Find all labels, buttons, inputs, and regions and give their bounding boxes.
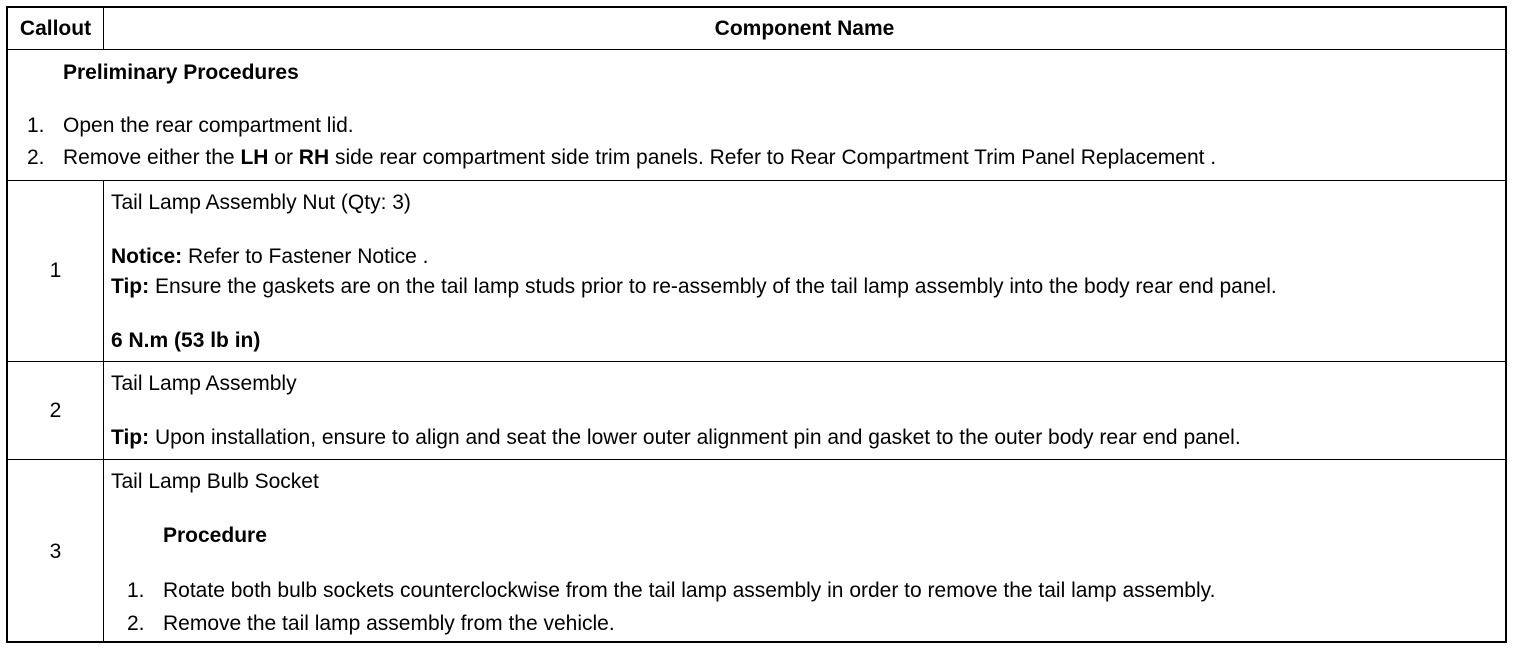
tip-text: Ensure the gaskets are on the tail lamp studs prior to re-assembly of the tail lamp assembly into the body rear end panel.	[149, 275, 1277, 298]
tip-label: Tip:	[111, 275, 150, 298]
callout-table	[8, 8, 1505, 643]
step-text: Rotate both bulb sockets counterclockwise from the tail lamp assembly in order to remove the tail lamp assembly.	[163, 579, 1216, 602]
table-row	[8, 460, 1505, 644]
notice-label: Notice:	[111, 245, 183, 268]
tip-line	[111, 273, 1505, 301]
preliminary-steps-list	[8, 113, 1505, 177]
preliminary-procedures-cell	[8, 50, 1505, 181]
component-name-column-header: Component Name	[104, 8, 1506, 50]
component-name-cell	[104, 460, 1506, 644]
procedure-steps-list	[111, 576, 1505, 642]
callout-table-sheet	[6, 6, 1507, 643]
component-name-cell	[104, 362, 1506, 460]
step-number: 1.	[127, 579, 145, 602]
table-row	[8, 362, 1505, 460]
procedure-title: Procedure	[163, 524, 267, 547]
callout-number: 2	[8, 362, 104, 460]
tip-text: Upon installation, ensure to align and seat the lower outer alignment pin and gasket to the outer body rear end panel.	[149, 426, 1241, 449]
preliminary-step	[8, 113, 1505, 145]
callout-number: 1	[8, 181, 104, 362]
component-name: Tail Lamp Assembly Nut (Qty: 3)	[111, 191, 411, 214]
component-name: Tail Lamp Bulb Socket	[111, 470, 319, 493]
step-text-pre: Remove either the	[63, 146, 241, 169]
step-text-post: side rear compartment side trim panels. Refer to Rear Compartment Trim Panel Replacement .	[329, 146, 1217, 169]
tip-label: Tip:	[111, 426, 150, 449]
torque-spec: 6 N.m (53 lb in)	[111, 329, 261, 352]
table-row	[8, 181, 1505, 362]
step-text-mid: or	[268, 146, 299, 169]
tip-line	[111, 424, 1505, 452]
preliminary-procedures-title: Preliminary Procedures	[63, 61, 299, 84]
notice-line	[111, 243, 1505, 271]
step-number: 2.	[127, 612, 145, 635]
callout-number: 3	[8, 460, 104, 644]
procedure-step	[111, 576, 1505, 609]
lh-label: LH	[240, 146, 269, 169]
procedure-step	[111, 609, 1505, 642]
step-text: Open the rear compartment lid.	[63, 114, 354, 137]
preliminary-procedures-row	[8, 50, 1505, 181]
preliminary-step	[8, 145, 1505, 177]
callout-column-header: Callout	[8, 8, 104, 50]
component-name-cell	[104, 181, 1506, 362]
step-number: 1.	[27, 114, 45, 137]
header-row	[8, 8, 1505, 50]
notice-text: Refer to Fastener Notice .	[182, 245, 429, 268]
step-text: Remove the tail lamp assembly from the vehicle.	[163, 612, 615, 635]
component-name: Tail Lamp Assembly	[111, 372, 297, 395]
step-number: 2.	[27, 146, 45, 169]
rh-label: RH	[298, 146, 330, 169]
